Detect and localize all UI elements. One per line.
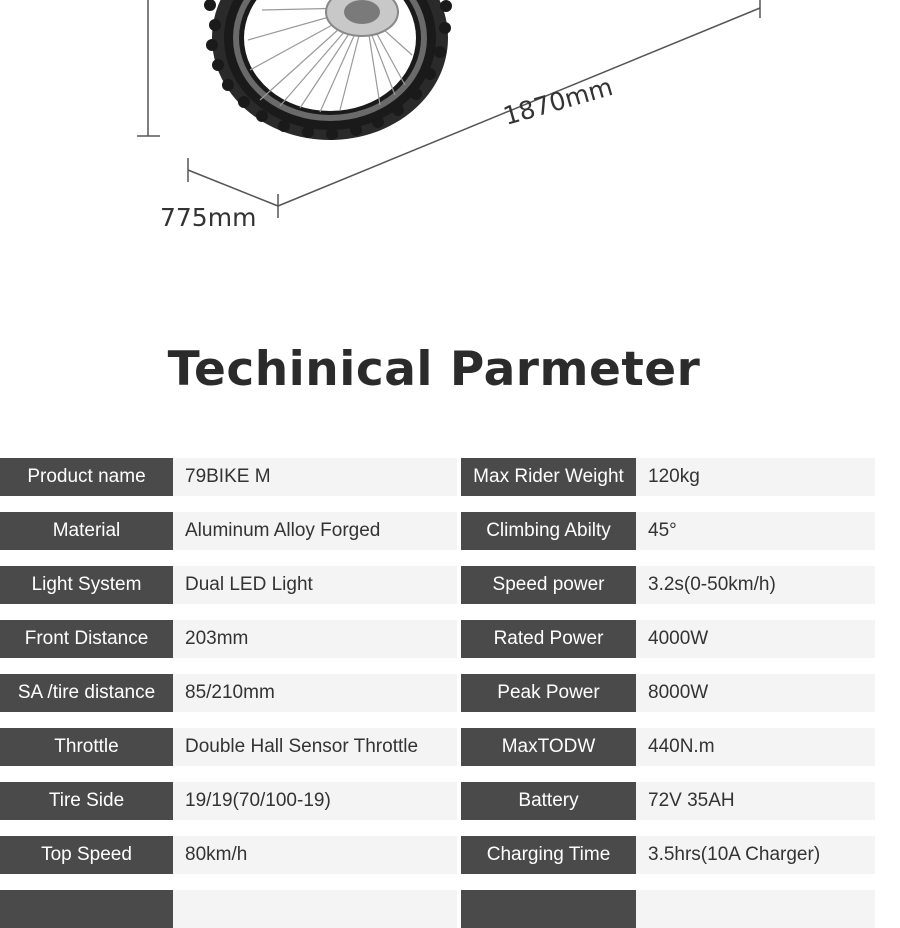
spec-value: 440N.m (636, 728, 875, 766)
spec-row (0, 728, 875, 766)
spec-key: Front Distance (0, 620, 173, 658)
spec-key: Tire Side (0, 782, 173, 820)
spec-key: Climbing Abilty (461, 512, 636, 550)
spec-row-partial (0, 890, 875, 928)
spec-key-cut-off (0, 890, 173, 928)
spec-value: 3.5hrs(10A Charger) (636, 836, 875, 874)
spec-row (0, 782, 875, 820)
spec-key: SA /tire distance (0, 674, 173, 712)
bike-wheel-illustration (0, 0, 900, 260)
spec-key: Throttle (0, 728, 173, 766)
spec-value: 19/19(70/100-19) (173, 782, 457, 820)
spec-value: 85/210mm (173, 674, 457, 712)
spec-row (0, 458, 875, 496)
spec-key: Peak Power (461, 674, 636, 712)
spec-key: Battery (461, 782, 636, 820)
spec-key: Speed power (461, 566, 636, 604)
spec-value: Aluminum Alloy Forged (173, 512, 457, 550)
spec-value: 80km/h (173, 836, 457, 874)
spec-key: Product name (0, 458, 173, 496)
spec-row (0, 512, 875, 550)
spec-value: 45° (636, 512, 875, 550)
spec-key: Light System (0, 566, 173, 604)
front-wheel (204, 0, 452, 140)
spec-value: 3.2s(0-50km/h) (636, 566, 875, 604)
spec-value: 72V 35AH (636, 782, 875, 820)
spec-key: Charging Time (461, 836, 636, 874)
spec-key: Rated Power (461, 620, 636, 658)
spec-value: 79BIKE M (173, 458, 457, 496)
spec-value-cut-off (636, 890, 875, 928)
spec-value: 120kg (636, 458, 875, 496)
spec-value: 8000W (636, 674, 875, 712)
spec-row (0, 836, 875, 874)
spec-value: 4000W (636, 620, 875, 658)
spec-value: 203mm (173, 620, 457, 658)
spec-key: Max Rider Weight (461, 458, 636, 496)
spec-value: Double Hall Sensor Throttle (173, 728, 457, 766)
width-dimension-label: 775mm (160, 203, 257, 232)
spec-key: Top Speed (0, 836, 173, 874)
bike-dimension-diagram (0, 0, 900, 260)
length-dimension-label: 1870mm (500, 72, 616, 131)
page-title: Techinical Parmeter (167, 342, 701, 397)
spec-key-cut-off (461, 890, 636, 928)
spec-value: Dual LED Light (173, 566, 457, 604)
spec-key: MaxTODW (461, 728, 636, 766)
spec-row (0, 674, 875, 712)
spec-row (0, 566, 875, 604)
spec-key: Material (0, 512, 173, 550)
spec-value-cut-off (173, 890, 457, 928)
spec-row (0, 620, 875, 658)
